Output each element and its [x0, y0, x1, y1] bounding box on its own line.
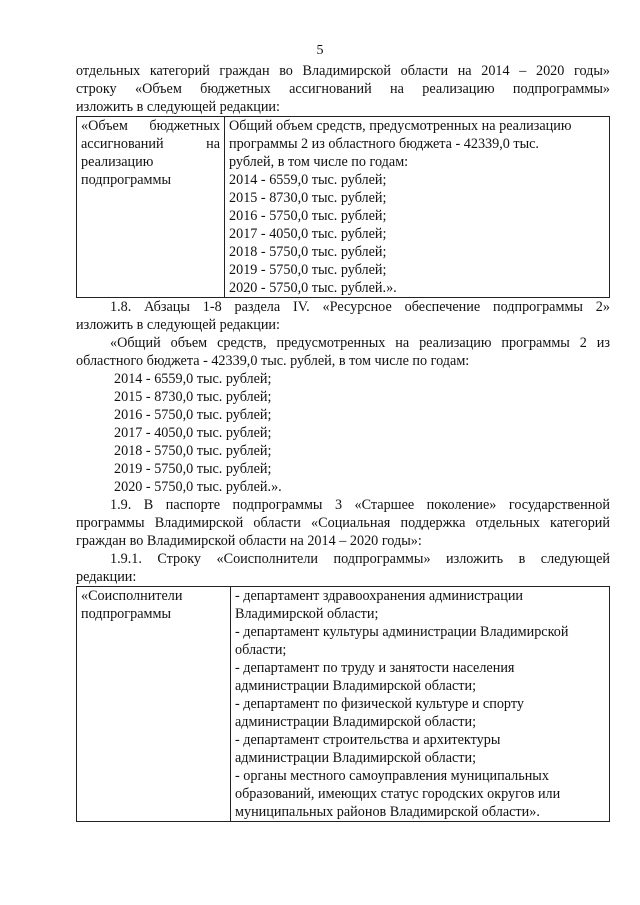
section-1-9-1-line-2: редакции:: [76, 569, 137, 585]
value-line-1: Общий объем средств, предусмотренных на реализацию: [229, 118, 572, 134]
value-line-2: программы 2 из областного бюджета - 42339,0 тыс.: [229, 136, 539, 152]
section-1-9-line-3: граждан во Владимирской области на 2014 – 2020 годы»:: [76, 533, 422, 549]
year-line: 2017 - 4050,0 тыс. рублей;: [229, 226, 387, 242]
intro-line-2: строку «Объем бюджетных ассигнований на реализацию подпрограммы»: [76, 81, 610, 97]
year-line: 2018 - 5750,0 тыс. рублей;: [229, 244, 387, 260]
year-line: 2019 - 5750,0 тыс. рублей;: [229, 262, 387, 278]
table-cell-value: [231, 587, 610, 822]
section-1-8-line-1: 1.8. Абзацы 1-8 раздела IV. «Ресурсное обеспечение подпрограммы 2»: [110, 299, 610, 315]
budget-table: [76, 116, 610, 298]
intro-line-3: изложить в следующей редакции:: [76, 99, 280, 115]
section-1-9-1-line-1: 1.9.1. Строку «Соисполнители подпрограммы» изложить в следующей: [110, 551, 610, 567]
table-row: [77, 587, 610, 822]
list-item: администрации Владимирской области;: [235, 714, 477, 730]
list-item: области;: [235, 642, 287, 658]
value-line-3: рублей, в том числе по годам:: [229, 154, 409, 170]
list-item: - департамент здравоохранения администрации: [235, 588, 524, 604]
list-item: - департамент культуры администрации Владимирской: [235, 624, 569, 640]
section-1-8-quote-2: областного бюджета - 42339,0 тыс. рублей, в том числе по годам:: [76, 353, 470, 369]
label-line-1: «Объем бюджетных: [81, 118, 220, 134]
year-line: 2014 - 6559,0 тыс. рублей;: [229, 172, 387, 188]
list-item: Владимирской области;: [235, 606, 379, 622]
document-body: [76, 62, 610, 822]
coexecutors-table: [76, 586, 610, 822]
table-cell-value: [225, 117, 610, 298]
label-line-2: подпрограммы: [81, 606, 171, 622]
table-row: [77, 117, 610, 298]
list-item: 2020 - 5750,0 тыс. рублей.».: [114, 479, 282, 495]
list-item: 2018 - 5750,0 тыс. рублей;: [114, 443, 272, 459]
table-cell-label: [77, 587, 231, 822]
label-line-2: ассигнований на: [81, 136, 220, 152]
section-1-9-line-1: 1.9. В паспорте подпрограммы 3 «Старшее поколение» государственной: [110, 497, 610, 513]
year-line: 2020 - 5750,0 тыс. рублей.».: [229, 280, 397, 296]
section-1-8-quote-1: «Общий объем средств, предусмотренных на реализацию программы 2 из: [110, 335, 610, 351]
year-line: 2016 - 5750,0 тыс. рублей;: [229, 208, 387, 224]
list-item: муниципальных районов Владимирской области».: [235, 804, 540, 820]
list-item: 2019 - 5750,0 тыс. рублей;: [114, 461, 272, 477]
section-1-8-line-2: изложить в следующей редакции:: [76, 317, 280, 333]
list-item: образований, имеющих статус городских округов или: [235, 786, 561, 802]
year-list: [76, 370, 610, 496]
list-item: - департамент по физической культуре и спорту: [235, 696, 524, 712]
label-line-4: подпрограммы: [81, 172, 171, 188]
label-line-3: реализацию: [81, 154, 154, 170]
list-item: администрации Владимирской области;: [235, 750, 477, 766]
list-item: 2017 - 4050,0 тыс. рублей;: [114, 425, 272, 441]
section-1-9-line-2: программы Владимирской области «Социальная поддержка отдельных категорий: [76, 515, 610, 531]
list-item: 2014 - 6559,0 тыс. рублей;: [114, 371, 272, 387]
list-item: - департамент по труду и занятости населения: [235, 660, 515, 676]
page-number: 5: [316, 43, 324, 58]
list-item: 2016 - 5750,0 тыс. рублей;: [114, 407, 272, 423]
list-item: 2015 - 8730,0 тыс. рублей;: [114, 389, 272, 405]
list-item: - органы местного самоуправления муниципальных: [235, 768, 549, 784]
list-item: - департамент строительства и архитектуры: [235, 732, 501, 748]
table-cell-label: [77, 117, 225, 298]
label-line-1: «Соисполнители: [81, 588, 183, 604]
intro-line-1: отдельных категорий граждан во Владимирской области на 2014 – 2020 годы»: [76, 63, 610, 79]
list-item: администрации Владимирской области;: [235, 678, 477, 694]
year-line: 2015 - 8730,0 тыс. рублей;: [229, 190, 387, 206]
